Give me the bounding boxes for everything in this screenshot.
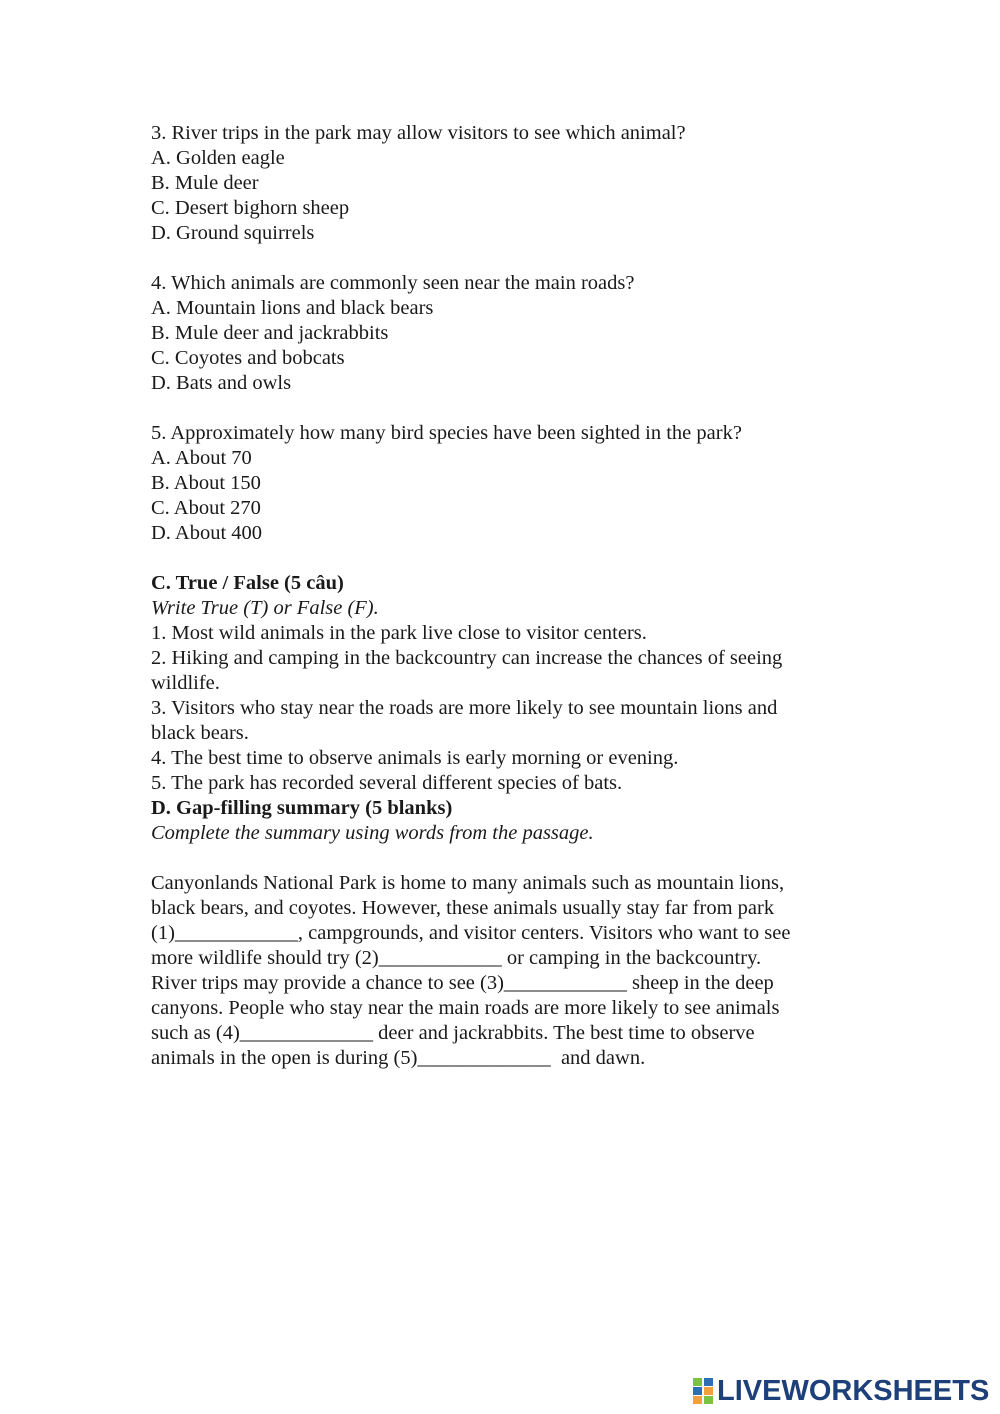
tf-line: 5. The park has recorded several different species of bats.	[151, 772, 623, 794]
summary-line: black bears, and coyotes. However, these animals usually stay far from park	[151, 897, 775, 919]
q5-option-c: C. About 270	[151, 497, 261, 519]
tf-line: black bears.	[151, 722, 249, 744]
spacer	[151, 396, 851, 421]
q3-option-a: A. Golden eagle	[151, 147, 285, 169]
tf-line: 4. The best time to observe animals is early morning or evening.	[151, 747, 679, 769]
spacer	[151, 846, 851, 871]
worksheet-page	[151, 121, 851, 1071]
q5-option-b: B. About 150	[151, 472, 261, 494]
q3-option-b: B. Mule deer	[151, 172, 259, 194]
summary-line: more wildlife should try (2)____________ or camping in the backcountry.	[151, 947, 762, 969]
summary-line: canyons. People who stay near the main roads are more likely to see animals	[151, 997, 780, 1019]
q4-option-b: B. Mule deer and jackrabbits	[151, 322, 389, 344]
q5-option-a: A. About 70	[151, 447, 252, 469]
summary-line: River trips may provide a chance to see (3)____________ sheep in the deep	[151, 972, 774, 994]
q3-option-c: C. Desert bighorn sheep	[151, 197, 350, 219]
summary-line: such as (4)_____________ deer and jackrabbits. The best time to observe	[151, 1022, 755, 1044]
question-5: 5. Approximately how many bird species have been sighted in the park?	[151, 422, 742, 444]
tf-line: wildlife.	[151, 672, 220, 694]
q4-option-d: D. Bats and owls	[151, 372, 292, 394]
summary-line: animals in the open is during (5)_____________ and dawn.	[151, 1047, 646, 1069]
tf-line: 1. Most wild animals in the park live close to visitor centers.	[151, 622, 647, 644]
section-d-instruction: Complete the summary using words from the passage.	[151, 822, 594, 844]
tf-line: 3. Visitors who stay near the roads are more likely to see mountain lions and	[151, 697, 778, 719]
question-3: 3. River trips in the park may allow visitors to see which animal?	[151, 122, 686, 144]
q5-option-d: D. About 400	[151, 522, 263, 544]
liveworksheets-logo-icon	[693, 1378, 713, 1404]
summary-line: Canyonlands National Park is home to many animals such as mountain lions,	[151, 872, 785, 894]
spacer	[151, 246, 851, 271]
section-d-heading: D. Gap-filling summary (5 blanks)	[151, 797, 453, 819]
summary-line: (1)____________, campgrounds, and visitor centers. Visitors who want to see	[151, 922, 791, 944]
tf-line: 2. Hiking and camping in the backcountry can increase the chances of seeing	[151, 647, 783, 669]
section-c-instruction: Write True (T) or False (F).	[151, 597, 379, 619]
question-4: 4. Which animals are commonly seen near the main roads?	[151, 272, 635, 294]
q4-option-c: C. Coyotes and bobcats	[151, 347, 345, 369]
q3-option-d: D. Ground squirrels	[151, 222, 315, 244]
liveworksheets-logo	[693, 1374, 989, 1408]
spacer	[151, 546, 851, 571]
q4-option-a: A. Mountain lions and black bears	[151, 297, 434, 319]
section-c-heading: C. True / False (5 câu)	[151, 572, 344, 594]
logo-text: LIVEWORKSHEETS	[717, 1374, 990, 1407]
